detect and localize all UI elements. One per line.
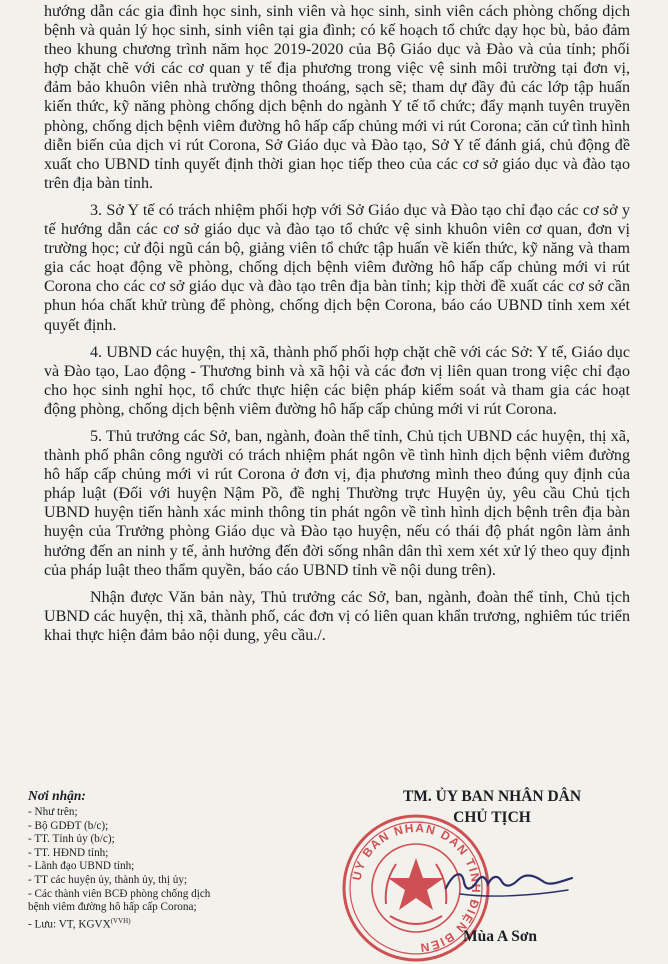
- svg-text:ỦY BAN NHÂN DÂN TỈNH ĐIỆN BIÊN: ỦY BAN NHÂN DÂN TỈNH ĐIỆN BIÊN: [349, 820, 484, 956]
- archive-label: - Lưu: VT, KGVX: [28, 918, 111, 931]
- paragraph-item-4: 4. UBND các huyện, thị xã, thành phố phối hợp chặt chẽ với các Sở: Y tế, Giáo dục và Đào tạo, Lao động - Thương binh và xã hội và các đơn vị liên quan trong việc chỉ đạo cho học sinh nghỉ học, tổ chức thực hiện các biện pháp kiểm soát và tham gia các hoạt động phòng, chống dịch bệnh viêm đường hô hấp cấp chủng mới vi rút Corona.: [44, 343, 630, 418]
- signature-block: [346, 786, 638, 828]
- recipient-line: bệnh viêm đường hô hấp cấp Corona;: [28, 901, 197, 914]
- paragraph-item-5: 5. Thủ trưởng các Sở, ban, ngành, đoàn thể tỉnh, Chủ tịch UBND các huyện, thị xã, thành phố phân công người có trách nhiệm phát ngôn về tình hình dịch bệnh viêm đường hô hấp cấp chủng mới vi rút Corona ở đơn vị, địa phương mình theo đúng quy định của pháp luật (Đối với huyện Nậm Pồ, đề nghị Thường trực Huyện ủy, yêu cầu Chủ tịch UBND huyện tiến hành xác minh thông tin phát ngôn về tình hình dịch bệnh trên địa bàn huyện của Trưởng phòng Giáo dục và Đào tạo huyện, nếu có thái độ phát ngôn làm ảnh hưởng đến an ninh y tế, ảnh hưởng đến đời sống nhân dân thì xem xét xử lý theo quy định của pháp luật theo thẩm quyền, báo cáo UBND tỉnh về nội dung trên).: [44, 427, 630, 579]
- recipient-line-archive: [28, 915, 278, 932]
- recipient-line: - Lãnh đạo UBND tỉnh;: [28, 860, 135, 873]
- paragraph-item-3: 3. Sở Y tế có trách nhiệm phối hợp với Sở Giáo dục và Đào tạo chỉ đạo các cơ sở y tế hướng dẫn các cơ sở giáo dục và đào tạo tổ chức vệ sinh khuôn viên cơ quan, đơn vị trường học; cử đội ngũ cán bộ, giảng viên tổ chức tập huấn về kiến thức, kỹ năng và tham gia các hoạt động về phòng, chống dịch bệnh viêm đường hô hấp cấp chủng mới vi rút Corona cho các cơ sở giáo dục và đào tạo trên địa bàn tỉnh; kịp thời đề xuất các cơ sở cần phun hóa chất khử trùng để phòng, chống dịch bện Corona, báo cáo UBND tỉnh xem xét quyết định.: [44, 201, 630, 334]
- recipient-line: - Các thành viên BCĐ phòng chống dịch: [28, 887, 211, 900]
- paragraph-closing: Nhận được Văn bản này, Thủ trưởng các Sở, ban, ngành, đoàn thể tỉnh, Chủ tịch UBND các huyện, thị xã, thành phố, các đơn vị có liên quan khẩn trương, nghiêm túc triển khai thực hiện đảm bảo nội dung, yêu cầu./.: [44, 588, 630, 644]
- recipient-line: - TT các huyện ủy, thành ủy, thị ủy;: [28, 873, 188, 886]
- recipient-line: - Như trên;: [28, 806, 78, 818]
- recipient-line: - TT. Tỉnh ủy (b/c);: [28, 833, 115, 846]
- document-body: [44, 2, 630, 645]
- handwritten-signature-icon: [440, 852, 580, 912]
- signature-org-line: TM. ỦY BAN NHÂN DÂN: [402, 788, 582, 805]
- signer-name: Mùa A Sơn: [462, 928, 538, 945]
- recipient-line: - TT. HĐND tỉnh;: [28, 846, 109, 859]
- recipients-block: [28, 788, 278, 932]
- recipients-title: Nơi nhận:: [28, 788, 86, 803]
- signature-position: CHỦ TỊCH: [453, 809, 531, 826]
- recipient-line: - Bộ GDĐT (b/c);: [28, 819, 109, 832]
- paragraph-continuation: hướng dẫn các gia đình học sinh, sinh viên và học sinh, sinh viên cách phòng chống dịch bệnh và quản lý học sinh, sinh viên tại gia đình; có kế hoạch tổ chức dạy học bù, bảo đảm theo khung chương trình năm học 2019-2020 của Bộ Giáo dục và Đào và của tỉnh; phối hợp chặt chẽ với các cơ quan y tế địa phương trong việc vệ sinh môi trường tại đơn vị, đảm bảo khuôn viên nhà trường thông thoáng, sạch sẽ; tham dự đầy đủ các lớp tập huấn kiến thức, kỹ năng phòng chống dịch bệnh do ngành Y tế tổ chức; đẩy mạnh tuyên truyền phòng, chống dịch bệnh viêm đường hô hấp cấp chủng mới vi rút Corona; căn cứ tình hình diễn biến của dịch vi rút Corona, Sở Giáo dục và Đào tạo, Sở Y tế đánh giá, chủ động đề xuất cho UBND tỉnh quyết định thời gian học tiếp theo của các cơ sở giáo dục và đào tạo trên địa bàn tỉnh.: [44, 3, 630, 192]
- archive-code: (VVH): [110, 916, 131, 925]
